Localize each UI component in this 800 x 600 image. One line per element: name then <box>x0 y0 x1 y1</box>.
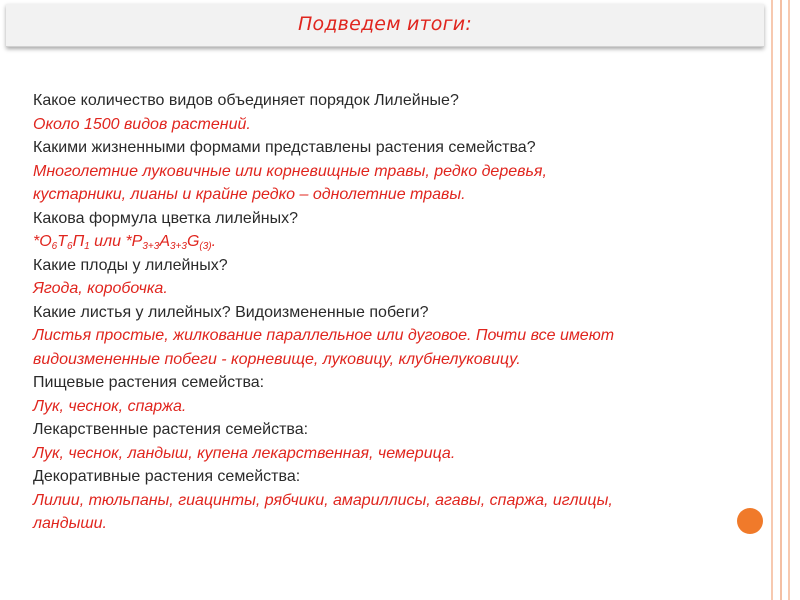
answer-line: ландыши. <box>33 515 107 532</box>
question-line: Какие плоды у лилейных? <box>33 256 228 274</box>
answer-line: видоизмененные побеги - корневище, луковицу, клубнелуковицу. <box>33 350 521 368</box>
question-line: Какова формула цветка лилейных? <box>33 209 298 227</box>
flower-formula <box>33 230 773 254</box>
formula-sub: 6 <box>67 241 73 252</box>
formula-sub: 3+3 <box>142 241 160 252</box>
formula-part: G <box>186 233 200 250</box>
formula-sub: (3) <box>199 241 212 252</box>
answer-line: Лилии, тюльпаны, гиацинты, рябчики, амариллисы, агавы, спаржа, иглицы, <box>33 491 613 509</box>
formula-part: П <box>72 233 85 250</box>
formula-part: Т <box>57 233 68 250</box>
formula-part: или *Р <box>89 233 143 250</box>
slide-title: Подведем итоги: <box>298 13 472 35</box>
question-line: Какое количество видов объединяет порядок Лилейные? <box>33 92 459 109</box>
formula-part: *О <box>33 233 52 250</box>
question-line: Какие листья у лилейных? Видоизмененные побеги? <box>33 303 429 321</box>
question-line: Пищевые растения семейства: <box>33 374 265 391</box>
title-bar <box>6 4 764 47</box>
orange-dot-decoration <box>737 508 763 534</box>
formula-sub: 6 <box>51 241 58 252</box>
formula-sub: 3+3 <box>169 241 187 252</box>
answer-line: Лук, чеснок, ландыш, купена лекарственная, чемерица. <box>33 444 456 462</box>
formula-part: А <box>159 233 170 250</box>
question-line: Какими жизненными формами представлены растения семейства? <box>33 139 536 156</box>
question-line: Декоративные растения семейства: <box>33 468 301 485</box>
answer-line: Около 1500 видов растений. <box>33 115 251 133</box>
answer-line: Листья простые, жилкование параллельное или дуговое. Почти все имеют <box>33 327 615 344</box>
answer-line: кустарники, лианы и крайне редко – однолетние травы. <box>33 186 466 203</box>
question-line: Лекарственные растения семейства: <box>33 421 309 438</box>
formula-part: . <box>211 233 217 250</box>
answer-line: Лук, чеснок, спаржа. <box>33 397 187 415</box>
answer-line: Ягода, коробочка. <box>33 280 168 297</box>
summary-text <box>33 89 773 536</box>
formula-sub: 1 <box>84 241 90 252</box>
answer-line: Многолетние луковичные или корневищные травы, редко деревья, <box>33 162 547 180</box>
